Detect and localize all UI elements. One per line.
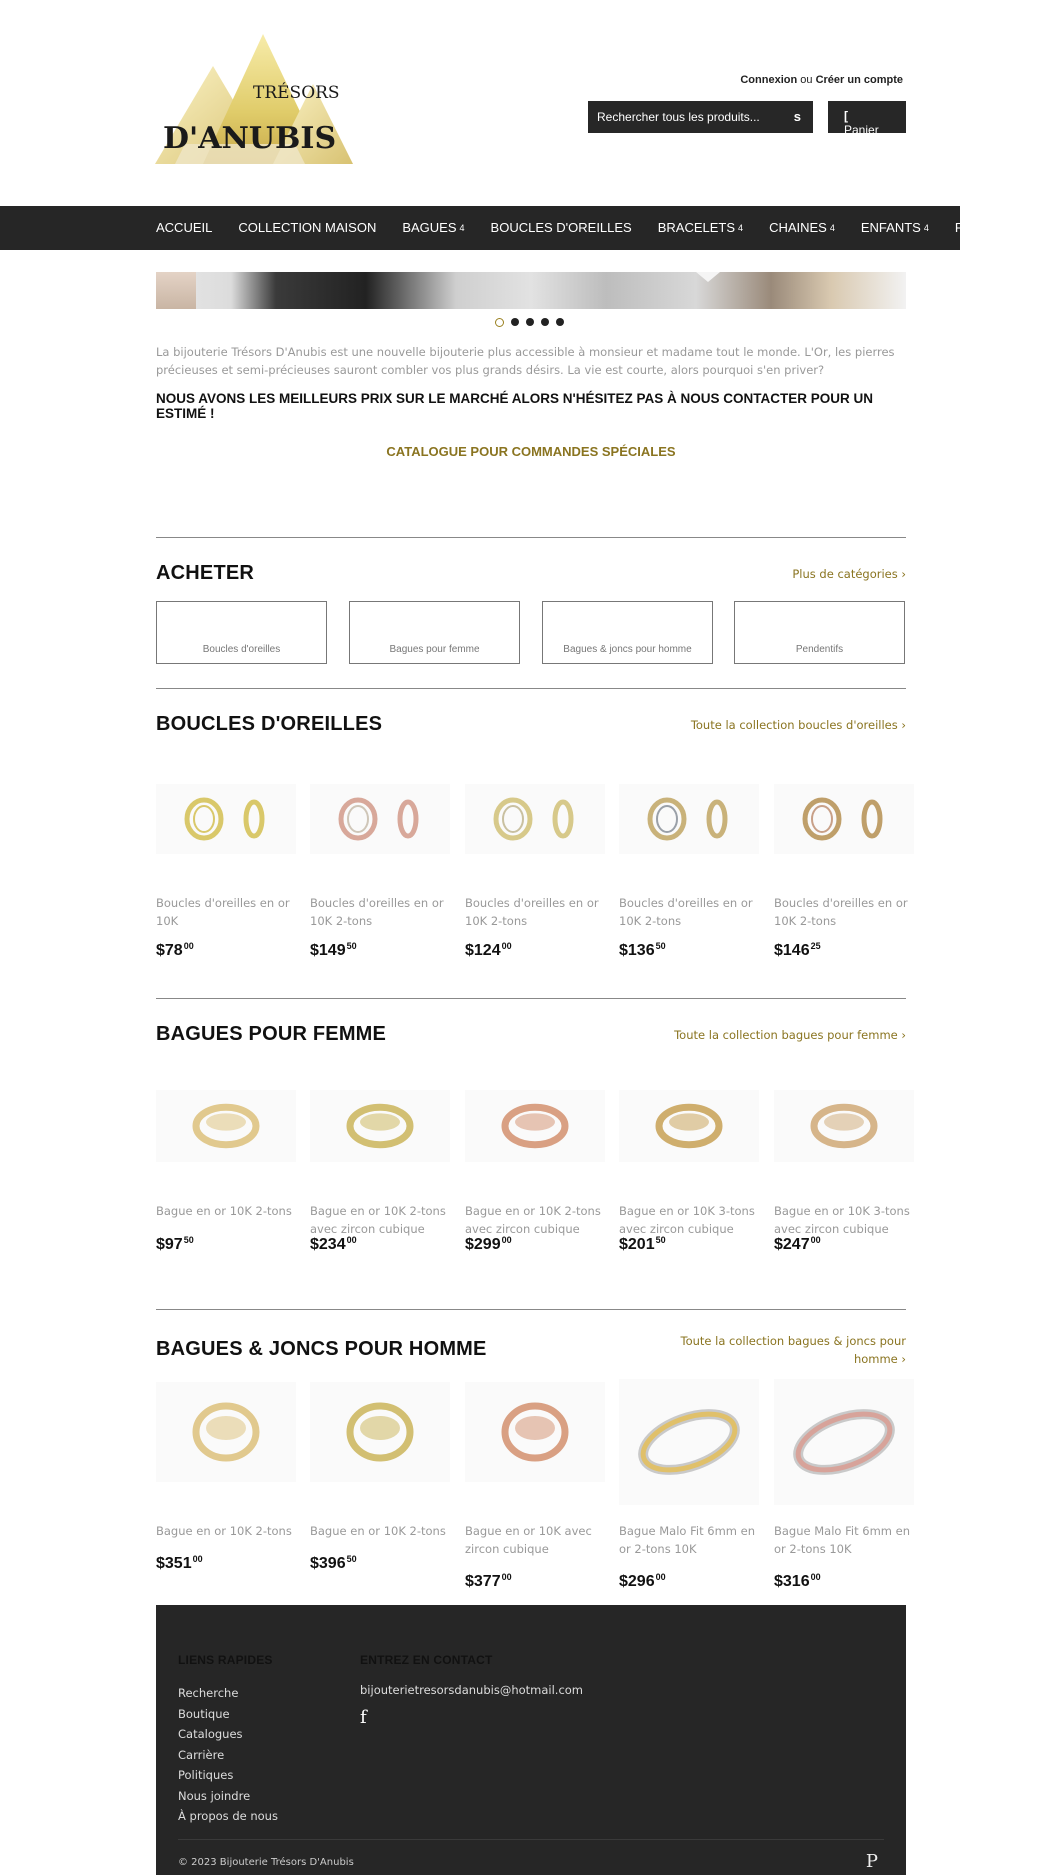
product-name[interactable]: Boucles d'oreilles en or 10K 2-tons (465, 896, 599, 928)
earrings-collection-link[interactable]: Toute la collection boucles d'oreilles › (690, 718, 906, 732)
price-cents: 50 (655, 1235, 666, 1245)
nav-item-label: PLUS (954, 220, 989, 235)
price-cents: 50 (346, 941, 357, 951)
product-image[interactable] (156, 1090, 296, 1162)
price-cents: 00 (183, 941, 194, 951)
price-cents: 00 (501, 1235, 512, 1245)
search-placeholder: Rechercher tous les produits... (597, 110, 760, 124)
nav-item-label: ENFANTS (860, 220, 921, 235)
site-footer (156, 1605, 906, 1875)
cart-button[interactable] (828, 101, 906, 137)
category-tile[interactable] (542, 601, 713, 664)
price-dollars: $234 (310, 1236, 346, 1253)
product-price (465, 941, 512, 960)
price-cents: 00 (655, 1572, 666, 1582)
price-dollars: $396 (310, 1555, 346, 1572)
quick-links-list (178, 1683, 278, 1827)
product-image[interactable] (156, 1382, 296, 1482)
category-label: Bagues pour femme (389, 644, 480, 655)
footer-link[interactable]: Boutique (178, 1706, 230, 1721)
dropdown-arrow-icon: 4 (991, 223, 997, 233)
slide-image-portrait (156, 272, 196, 309)
women-rings-collection-link[interactable]: Toute la collection bagues pour femme › (674, 1028, 906, 1042)
product-name[interactable]: Bague en or 10K 3-tons avec zircon cubique (774, 1204, 910, 1236)
slide-decoration (696, 272, 720, 282)
product-image[interactable] (774, 1090, 914, 1162)
nav-item[interactable] (658, 220, 743, 235)
slide-dot[interactable] (526, 318, 534, 326)
price-dollars: $124 (465, 942, 501, 959)
dropdown-arrow-icon: 4 (923, 223, 929, 233)
more-categories-link[interactable]: Plus de catégories › (792, 567, 906, 581)
women-rings-title: BAGUES POUR FEMME (156, 1023, 387, 1045)
product-image[interactable] (619, 1379, 759, 1505)
footer-link[interactable]: À propos de nous (178, 1809, 278, 1823)
slide-dot[interactable] (511, 318, 519, 326)
price-cents: 00 (501, 1572, 512, 1582)
product-price (310, 1235, 357, 1254)
product-name[interactable]: Bague en or 10K 2-tons avec zircon cubique (310, 1204, 446, 1236)
create-account-link[interactable]: Créer un compte (815, 74, 903, 86)
divider (156, 688, 906, 689)
nav-item[interactable] (861, 220, 929, 235)
footer-link[interactable]: Nous joindre (178, 1788, 251, 1803)
dropdown-arrow-icon: 4 (829, 223, 835, 233)
product-price (465, 1572, 512, 1591)
site-header (0, 0, 960, 206)
payment-icon[interactable]: P (865, 1851, 878, 1872)
price-dollars: $146 (774, 942, 810, 959)
price-dollars: $316 (774, 1573, 810, 1590)
account-links (740, 74, 903, 86)
search-input[interactable] (588, 101, 813, 133)
category-label: Pendentifs (795, 644, 844, 655)
nav-item[interactable] (238, 220, 376, 235)
cart-icon: [ (844, 109, 848, 123)
price-dollars: $149 (310, 942, 346, 959)
footer-link[interactable]: Recherche (178, 1686, 239, 1700)
slide-dot[interactable] (556, 318, 564, 326)
product-image[interactable] (619, 1090, 759, 1162)
nav-item[interactable] (955, 220, 997, 235)
nav-item[interactable] (491, 220, 632, 235)
product-name[interactable]: Boucles d'oreilles en or 10K 2-tons (774, 896, 908, 928)
dropdown-arrow-icon: 4 (738, 223, 744, 233)
nav-item-label: ACCUEIL (156, 220, 213, 235)
nav-item-label: CHAINES (769, 220, 827, 235)
earrings-title: BOUCLES D'OREILLES (156, 713, 383, 735)
slideshow-dots (495, 318, 564, 327)
product-name[interactable]: Bague Malo Fit 6mm en or 2-tons 10K (619, 1524, 755, 1556)
product-image[interactable] (774, 784, 914, 854)
dropdown-arrow-icon: 4 (459, 223, 465, 233)
category-tile[interactable] (349, 601, 520, 664)
intro-text: La bijouterie Trésors D'Anubis est une nouvelle bijouterie plus accessible à monsieur et madame tout le monde. L'Or, les pierres précieuses et semi-précieuses sauront combler vos plus grands désirs. La vie est courte, alors pourquoi s'en priver? (156, 345, 895, 377)
price-dollars: $78 (156, 942, 183, 959)
promo-text: NOUS AVONS LES MEILLEURS PRIX SUR LE MARCHÉ ALORS N'HÉSITEZ PAS À NOUS CONTACTER POUR UN ESTIMÉ ! (156, 391, 874, 421)
product-image[interactable] (465, 1382, 605, 1482)
contact-email-link[interactable]: bijouterietresorsdanubis@hotmail.com (360, 1683, 584, 1697)
men-rings-title: BAGUES & JONCS POUR HOMME (156, 1338, 487, 1360)
divider (156, 537, 906, 538)
nav-item[interactable] (769, 220, 835, 235)
product-price (774, 941, 821, 960)
product-image[interactable] (310, 1382, 450, 1482)
logo-brand-bottom: D'ANUBIS (163, 121, 337, 156)
category-label: Boucles d'oreilles (202, 644, 281, 655)
product-name[interactable]: Bague en or 10K avec zircon cubique (465, 1524, 592, 1556)
slide-dot[interactable] (541, 318, 549, 326)
product-price (619, 1235, 666, 1254)
price-dollars: $201 (619, 1236, 655, 1253)
product-image[interactable] (310, 784, 450, 854)
divider (156, 1309, 906, 1310)
product-name[interactable]: Bague en or 10K 2-tons avec zircon cubique (465, 1204, 601, 1236)
main-nav (0, 206, 997, 250)
footer-link[interactable]: Catalogues (178, 1727, 243, 1741)
account-or-text: ou (800, 74, 813, 86)
footer-divider (178, 1839, 884, 1840)
product-price (310, 1554, 357, 1573)
product-image[interactable] (465, 1090, 605, 1162)
product-price (465, 1235, 512, 1254)
nav-item-label: COLLECTION MAISON (238, 220, 377, 235)
price-cents: 25 (810, 941, 821, 951)
quick-links-title: LIENS RAPIDES (178, 1653, 273, 1667)
product-name[interactable]: Boucles d'oreilles en or 10K 2-tons (310, 896, 444, 928)
product-price (619, 1572, 666, 1591)
nav-item-label: BRACELETS (657, 220, 736, 235)
nav-item-label: BOUCLES D'OREILLES (490, 220, 632, 235)
product-image[interactable] (465, 784, 605, 854)
product-image[interactable] (619, 784, 759, 854)
price-dollars: $299 (465, 1236, 501, 1253)
nav-item[interactable] (402, 220, 464, 235)
cart-label: Panier (844, 123, 879, 137)
product-price (156, 1235, 194, 1254)
footer-link[interactable]: Politiques (178, 1768, 234, 1782)
footer-link[interactable]: Carrière (178, 1747, 225, 1762)
price-cents: 50 (183, 1235, 194, 1245)
product-name[interactable]: Bague en or 10K 3-tons avec zircon cubique (619, 1204, 755, 1236)
nav-list (156, 220, 1023, 235)
login-link[interactable]: Connexion (740, 74, 798, 86)
price-dollars: $136 (619, 942, 655, 959)
search-icon[interactable]: s (793, 109, 801, 124)
price-cents: 50 (655, 941, 666, 951)
category-label: Bagues & joncs pour homme (563, 644, 692, 655)
men-rings-collection-link[interactable]: Toute la collection bagues & joncs pour homme › (680, 1334, 906, 1366)
shop-title: ACHETER (156, 562, 255, 584)
price-cents: 00 (810, 1572, 821, 1582)
product-price (310, 941, 357, 960)
hero-slideshow[interactable] (156, 272, 906, 309)
category-tile[interactable] (156, 601, 327, 664)
product-name[interactable]: Bague en or 10K 2-tons (310, 1524, 446, 1538)
price-dollars: $351 (156, 1555, 192, 1572)
product-name[interactable]: Bague Malo Fit 6mm en or 2-tons 10K (774, 1524, 910, 1556)
logo-brand-top: TRÉSORS (253, 83, 340, 103)
price-dollars: $377 (465, 1573, 501, 1590)
product-price (156, 1554, 203, 1573)
product-price (156, 941, 194, 960)
product-image[interactable] (310, 1090, 450, 1162)
special-catalog-link[interactable]: CATALOGUE POUR COMMANDES SPÉCIALES (386, 444, 676, 459)
price-dollars: $296 (619, 1573, 655, 1590)
divider (156, 998, 906, 999)
nav-item-label: BAGUES (402, 220, 457, 235)
price-cents: 50 (346, 1554, 357, 1564)
product-name[interactable]: Bague en or 10K 2-tons (156, 1204, 292, 1218)
product-price (619, 941, 666, 960)
product-name[interactable]: Boucles d'oreilles en or 10K 2-tons (619, 896, 753, 928)
product-name[interactable]: Boucles d'oreilles en or 10K (156, 896, 290, 928)
store-logo[interactable] (155, 32, 385, 172)
contact-title: ENTREZ EN CONTACT (360, 1653, 493, 1667)
product-image[interactable] (774, 1379, 914, 1505)
category-tile[interactable] (734, 601, 905, 664)
price-dollars: $97 (156, 1236, 183, 1253)
copyright-text: © 2023 Bijouterie Trésors D'Anubis (178, 1857, 354, 1868)
product-price (774, 1572, 821, 1591)
product-image[interactable] (156, 784, 296, 854)
price-dollars: $247 (774, 1236, 810, 1253)
slide-dot[interactable] (495, 318, 504, 327)
nav-item[interactable] (156, 220, 212, 235)
price-cents: 00 (810, 1235, 821, 1245)
product-price (774, 1235, 821, 1254)
price-cents: 00 (192, 1554, 203, 1564)
facebook-icon[interactable]: f (360, 1707, 367, 1728)
product-name[interactable]: Bague en or 10K 2-tons (156, 1524, 292, 1538)
price-cents: 00 (346, 1235, 357, 1245)
price-cents: 00 (501, 941, 512, 951)
